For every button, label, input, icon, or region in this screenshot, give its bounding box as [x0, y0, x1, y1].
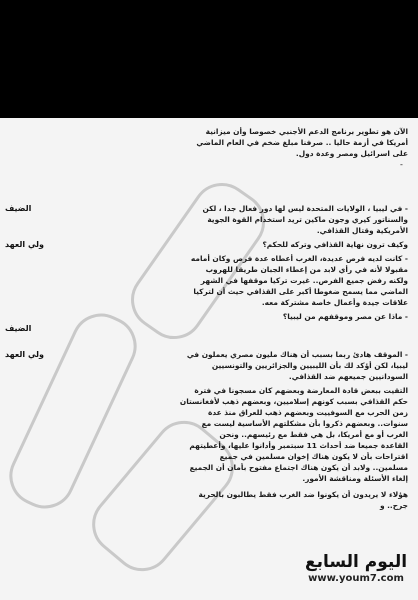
- logo-wordmark: اليوم السابع: [304, 552, 408, 572]
- speaker-label: ولي العهد: [5, 240, 45, 249]
- doc-line: الآن هو تطوير برنامج الدعم الأجنبي خصوصا وأن ميزانية: [205, 127, 408, 136]
- speaker-label: الضيف: [5, 324, 32, 333]
- doc-line: هؤلاء لا يريدون أن يكونوا ضد الغرب فقط يطالبون بالحرية: [198, 490, 408, 499]
- doc-line: والسناتور كيري وجون ماكين تريد استخدام القوة الجوية: [207, 215, 408, 224]
- doc-line: - ماذا عن مصر وموقفهم من ليبيا؟: [282, 312, 408, 321]
- doc-line: السودانيين جميعهم ضد القذافي.: [288, 372, 408, 381]
- doc-line: وكيف ترون نهاية القذافي وتركه للحكم؟: [262, 240, 408, 249]
- doc-line: - في ليبيا ، الولايات المتحدة ليس لها دور فعال جدا ، لكن: [202, 204, 408, 213]
- doc-line: جرح.. و: [379, 501, 408, 510]
- scanned-document-page: [0, 118, 418, 600]
- doc-line: مقبولا لأنه في رأي لابد من إعطاء الجبان طريقا للهروب: [205, 265, 408, 274]
- speaker-label: الضيف: [5, 204, 32, 213]
- doc-line: إلغاء الأسئلة ومناقشة الأمور.: [302, 474, 408, 483]
- speaker-label: ولي العهد: [5, 350, 45, 359]
- doc-line: التقيت ببعض قادة المعارضة وبعضهم كان مسجونا في فترة: [194, 386, 408, 395]
- doc-line-dash: -: [400, 160, 403, 169]
- doc-line: الأمريكية وقتال القذافي.: [316, 226, 408, 235]
- doc-line: سنوات.. وبعضهم ذكروا بأن مشكلتهم الأساسية ليست مع: [201, 419, 408, 428]
- doc-line: الماضي مما يسمح ضغوطا أكبر على القذافي حيث أن لتركيا: [193, 287, 408, 296]
- doc-line: علاقات جيدة وأعمال خاصة مشتركة معه.: [261, 298, 408, 307]
- doc-line: أمريكا في أزمة حاليا .. صرفنا مبلغ ضخم في العام الماضي: [196, 138, 408, 147]
- doc-line: - الموقف هادئ ربما بسبب أن هناك مليون مصري يعملون في: [186, 350, 408, 359]
- doc-line: القاعدة جميعا ضد أحداث 11 سبتمبر وأدانوا عليها، وأعطيتهم: [189, 441, 408, 450]
- doc-line: مسلمين.. ولابد أن يكون هناك اجتماع مفتوح بأمان أن الجميع: [189, 463, 408, 472]
- doc-line: على اسرائيل ومصر وعدة دول.: [295, 149, 408, 158]
- logo-url: www.youm7.com: [308, 573, 404, 584]
- redaction-black-bar: [0, 0, 418, 118]
- doc-line: الغرب أو مع أمريكا، بل هي فقط مع رئيسهم.. ونحن: [219, 430, 408, 439]
- doc-line: ولكنه رفض جميع الفرص.. غيرت تركيا موقفها في الشهر: [200, 276, 408, 285]
- doc-line: ليبيا، لكن أؤكد لك بأن الليبيين والجزائريين والتونسيين: [211, 361, 408, 370]
- doc-line: - كانت لديه فرص عديدة، الغرب أعطاه عدة فرص وكان أمامه: [190, 254, 408, 263]
- doc-line: اقتراحات بأن لا يكون هناك إخوان مسلمين في جميع: [219, 452, 408, 461]
- doc-line: زمن الحرب مع السوفييت وبعضهم ذهب للعراق منذ عدة: [208, 408, 408, 417]
- doc-line: حكم القذافي بسبب كونهم إسلاميين، وبعضهم ذهب لأفغانستان: [179, 397, 408, 406]
- youm7-logo: [300, 552, 412, 596]
